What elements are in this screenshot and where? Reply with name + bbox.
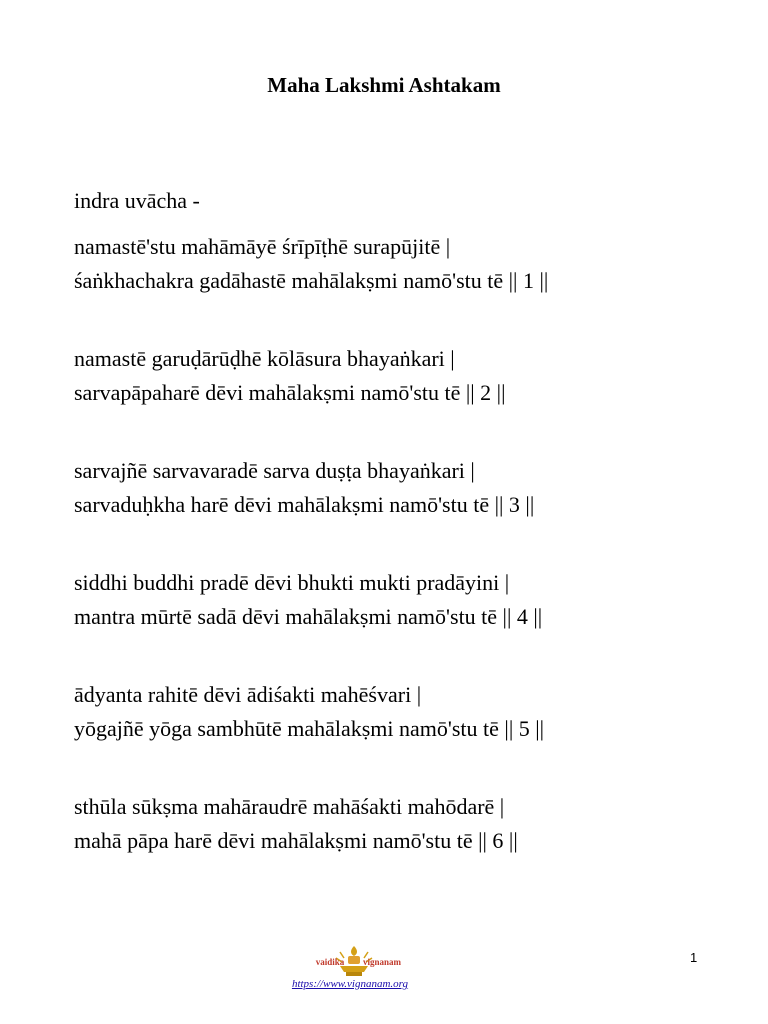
- verse-line: sarvapāpaharē dēvi mahālakṣmi namō'stu tē || 2 ||: [74, 380, 506, 405]
- verse-list: [74, 230, 734, 902]
- page-number: 1: [690, 950, 698, 965]
- logo-right-text: vignanam: [362, 957, 402, 967]
- verse-line: sarvajñē sarvavaradē sarva duṣṭa bhayaṅkari |: [74, 458, 475, 483]
- verse-3: [74, 454, 734, 566]
- verse-line: siddhi buddhi pradē dēvi bhukti mukti pradāyini |: [74, 570, 510, 595]
- verse-line: namastē garuḍārūḍhē kōlāsura bhayaṅkari |: [74, 346, 455, 371]
- verse-line: sarvaduḥkha harē dēvi mahālakṣmi namō'stu tē || 3 ||: [74, 492, 535, 517]
- verse-5: [74, 678, 734, 790]
- verse-2: [74, 342, 734, 454]
- verse-line: sthūla sūkṣma mahāraudrē mahāśakti mahōdarē |: [74, 794, 505, 819]
- logo-left-text: vaidika: [315, 957, 345, 967]
- verse-line: yōgajñē yōga sambhūtē mahālakṣmi namō'stu tē || 5 ||: [74, 716, 545, 741]
- verse-4: [74, 566, 734, 678]
- verse-1: [74, 230, 734, 342]
- speaker-line: indra uvācha -: [74, 188, 200, 213]
- verse-line: namastē'stu mahāmāyē śrīpīṭhē surapūjitē |: [74, 234, 451, 259]
- vaidika-vignanam-logo-icon: [304, 944, 404, 980]
- document-title: Maha Lakshmi Ashtakam: [267, 73, 501, 97]
- verse-line: ādyanta rahitē dēvi ādiśakti mahēśvari |: [74, 682, 422, 707]
- verse-line: mahā pāpa harē dēvi mahālakṣmi namō'stu tē || 6 ||: [74, 828, 518, 853]
- verse-line: mantra mūrtē sadā dēvi mahālakṣmi namō'stu tē || 4 ||: [74, 604, 543, 629]
- verse-line: śaṅkhachakra gadāhastē mahālakṣmi namō'stu tē || 1 ||: [74, 268, 549, 293]
- verse-6: [74, 790, 734, 902]
- website-link[interactable]: https://www.vignanam.org: [291, 978, 409, 990]
